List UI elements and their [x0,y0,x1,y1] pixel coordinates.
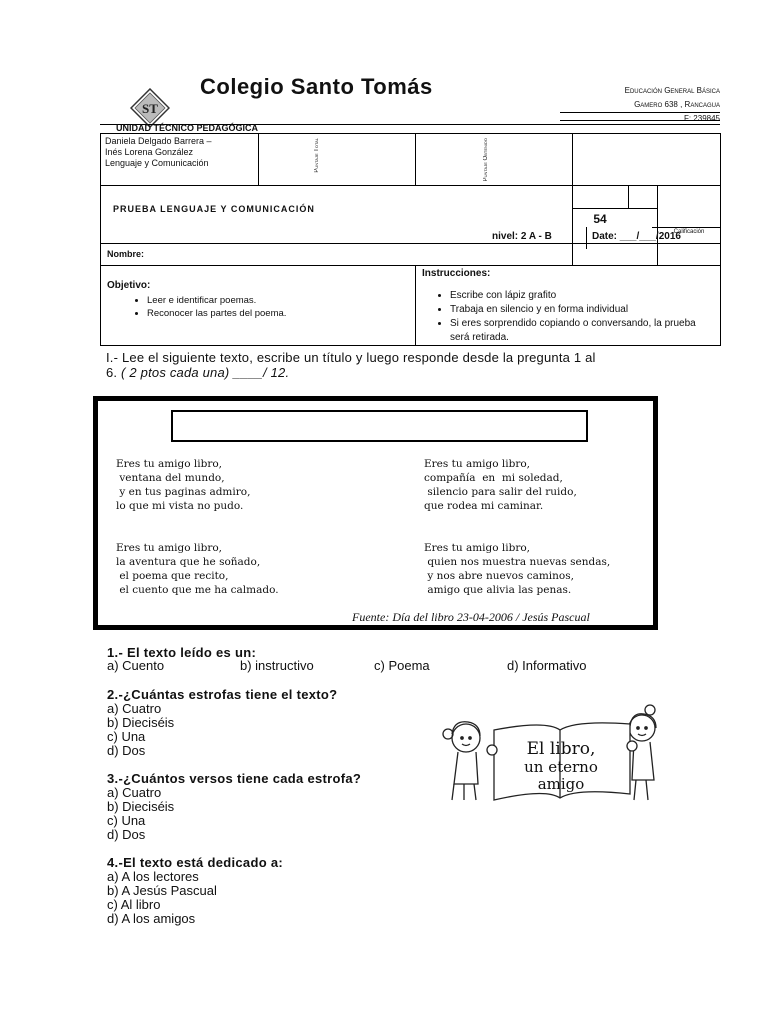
instruction-item: • Si eres sorprendido copiando o conversando, la prueba será retirada. [450,317,716,345]
teacher-cell [101,134,259,186]
question-1-option[interactable]: c) Poema [374,658,430,673]
section-instructions [106,350,666,380]
question-title: 4.-El texto está dedicado a: [107,855,284,870]
teacher-name-2: Inés Lorena González [105,147,194,157]
instruction-item: • Trabaja en silencio y en forma individual [450,303,716,317]
poem-stanza-2: Eres tu amigo libro, compañía en mi soledad, silencio para salir del ruido, que rodea mi caminar. [424,458,577,512]
question-1-option[interactable]: a) Cuento [107,658,165,673]
grade-label: Calificación [673,229,705,236]
total-points: 54 [593,212,607,227]
poem-stanza-1: Eres tu amigo libro, ventana del mundo, y en tus paginas admiro, lo que mi vista no pudo. [116,458,251,512]
objective-item: • Leer e identificar poemas. [147,294,411,307]
question-option[interactable]: c) Una [107,813,146,828]
school-level: Educación General Básica [624,86,720,95]
date-label: Date: ___/___/2016 [592,231,681,242]
poem-stanza-3: Eres tu amigo libro, la aventura que he soñado, el poema que recito, el cuento que me ha calmado. [116,542,279,596]
illustration-line-2: un eterno [524,758,598,776]
question-option[interactable]: c) Al libro [107,897,161,912]
school-street: Gamero 638 , Rancagua [634,100,720,109]
subject-label: Lenguaje y Comunicación [105,158,209,168]
instructions-list [422,289,716,345]
objective-label: Objetivo: [107,280,151,292]
question-title: 1.- El texto leído es un: [107,645,257,660]
objective-list [107,294,411,320]
question-option[interactable]: a) Cuatro [107,785,162,800]
question-option[interactable]: d) Dos [107,743,146,758]
name-field[interactable]: Nombre: [101,244,573,266]
illustration-line-1: El libro, [526,739,596,759]
question-title: 2.-¿Cuántas estrofas tiene el texto? [107,687,338,702]
puntaje-total-label: Puntaje Total [314,138,320,173]
question-title: 3.-¿Cuántos versos tiene cada estrofa? [107,771,362,786]
question-2 [107,688,337,758]
children-book-illustration [436,704,668,804]
illustration-line-3: amigo [537,775,585,793]
level-label: nivel: 2 A - B [492,231,552,242]
instructions-line-1: I.- Lee el siguiente texto, escribe un título y luego responde desde la pregunta 1 al [106,350,596,365]
question-4 [107,856,283,926]
instructions-label: Instrucciones: [422,268,491,280]
empty-cell [573,134,721,186]
school-logo-icon [130,88,170,128]
objective-item: • Reconocer las partes del poema. [147,307,411,320]
puntaje-total-cell [259,134,416,186]
poem-source: Fuente: Día del libro 23-04-2006 / Jesús Pascual [352,610,590,624]
question-option[interactable]: b) A Jesús Pascual [107,883,217,898]
question-option[interactable]: a) A los lectores [107,869,199,884]
divider [586,227,587,249]
instructions-points: ( 2 ptos cada una) ____/ 12. [117,365,290,380]
question-1-option[interactable]: b) instructivo [240,658,314,673]
question-option[interactable]: b) Dieciséis [107,715,175,730]
question-1-option[interactable]: d) Informativo [507,658,587,673]
exam-title: PRUEBA LENGUAJE Y COMUNICACIÓN [101,186,573,244]
poem-stanza-4: Eres tu amigo libro, quien nos muestra nuevas sendas, y nos abre nuevos caminos, amigo que alivia las penas. [424,542,611,596]
question-3 [107,772,361,842]
school-phone: F: 239845 [683,114,720,123]
teacher-name-1: Daniela Delgado Barrera – [105,136,212,146]
objective-cell [101,266,416,346]
divider [560,112,720,113]
puntaje-obtenido-cell [416,134,573,186]
puntaje-obtenido-label: Puntaje Obtenido [483,138,489,182]
question-option[interactable]: d) Dos [107,827,146,842]
question-option[interactable]: b) Dieciséis [107,799,175,814]
poem-title-input[interactable] [171,410,588,442]
school-name: Colegio Santo Tomás [200,74,433,99]
unit-label: UNIDAD TÉCNICO PEDAGÓGICA [116,123,259,133]
question-option[interactable]: d) A los amigos [107,911,196,926]
logo-letter: ST [142,101,158,116]
instructions-cell [416,266,721,346]
question-option[interactable]: c) Una [107,729,146,744]
question-option[interactable]: a) Cuatro [107,701,162,716]
date-cell [658,244,721,266]
instructions-line-2-number: 6. [106,365,118,380]
divider [560,120,720,121]
instruction-item: • Escribe con lápiz grafito [450,289,716,303]
